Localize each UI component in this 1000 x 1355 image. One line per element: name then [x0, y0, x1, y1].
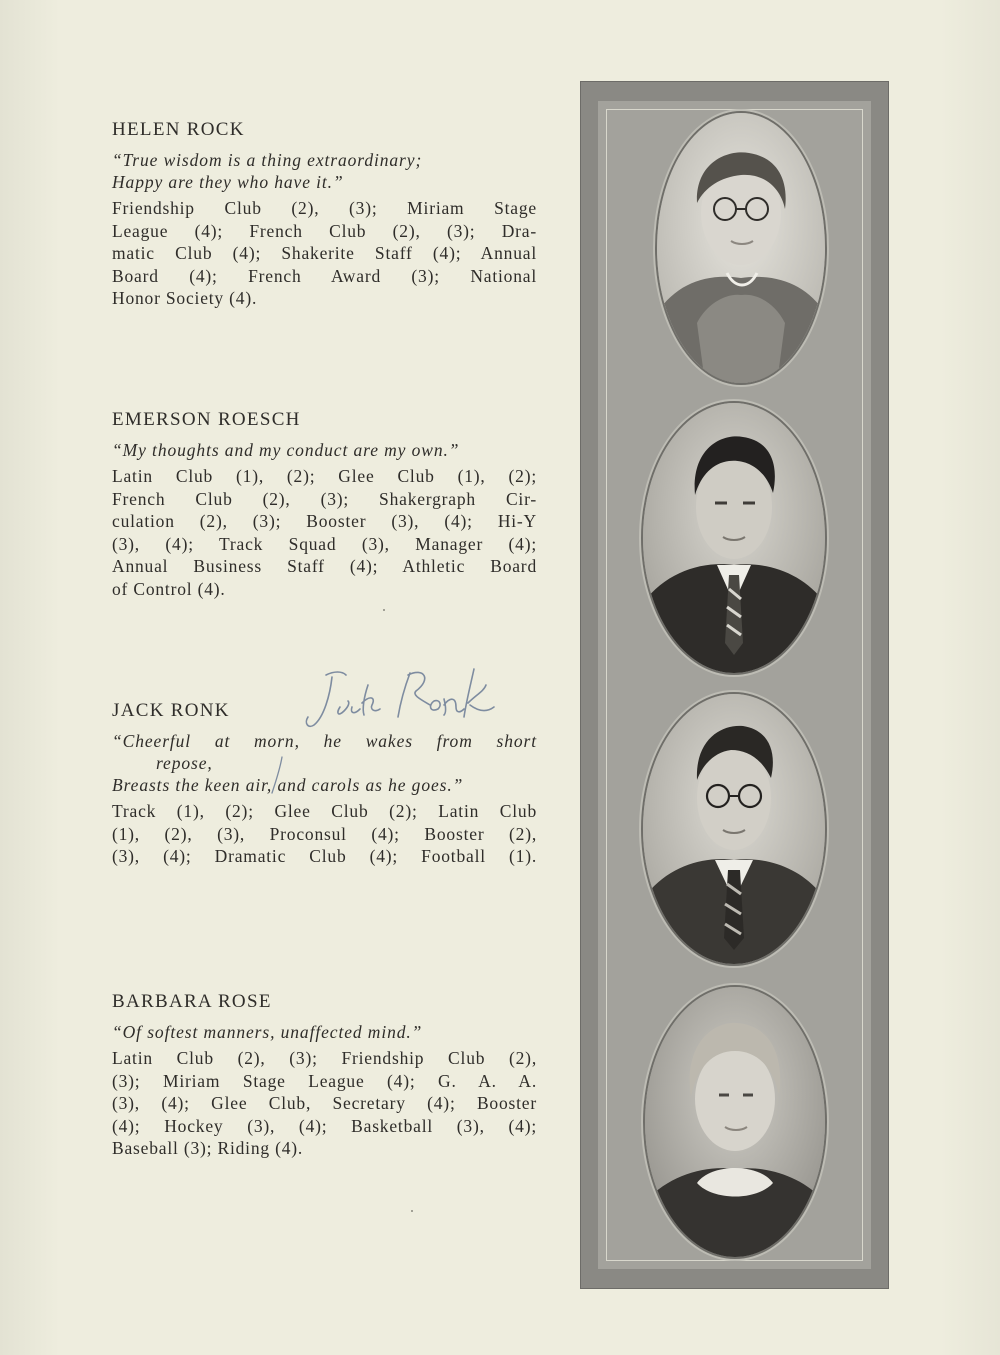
senior-name: JACK RONK [112, 700, 230, 721]
activities-line: (4); Hockey (3), (4); Basketball (3), (4); [112, 1115, 537, 1136]
activities-line: Track (1), (2); Glee Club (2); Latin Club [112, 801, 537, 821]
quote-line: “Of softest manners, unaffected mind.” [112, 1022, 423, 1042]
activities-line: culation (2), (3); Booster (3), (4); Hi-Y [112, 511, 537, 532]
paper-speck [383, 609, 385, 611]
activities-line: of Control (4). [112, 578, 226, 599]
senior-activities [112, 465, 537, 601]
senior-entry-helen-rock [112, 119, 537, 310]
portrait-jack-ronk [643, 694, 825, 964]
senior-name: BARBARA ROSE [112, 991, 272, 1012]
quote-line: “True wisdom is a thing extraordinary; [112, 150, 423, 170]
senior-activities [112, 197, 537, 310]
senior-entry-barbara-rose [112, 991, 537, 1160]
senior-quote [112, 149, 537, 193]
activities-line: (3), (4); Dramatic Club (4); Football (1). [112, 846, 537, 867]
activities-line: (3), (4); Glee Club, Secretary (4); Booster [112, 1093, 537, 1114]
activities-line: Annual Business Staff (4); Athletic Board [112, 556, 537, 577]
senior-activities [112, 1047, 537, 1160]
pen-stroke-mark [268, 755, 288, 795]
handwritten-signature [300, 655, 510, 745]
activities-line: Honor Society (4). [112, 288, 258, 309]
senior-quote [112, 439, 537, 461]
activities-line: (1), (2), (3), Proconsul (4); Booster (2), [112, 823, 537, 844]
quote-line: Happy are they who have it.” [112, 172, 344, 192]
quote-line: “Cheerful at morn, he wakes from short [112, 731, 537, 751]
activities-line: matic Club (4); Shakerite Staff (4); Annual [112, 243, 537, 264]
activities-line: French Club (2), (3); Shakergraph Cir- [112, 488, 537, 509]
quote-line: Breasts the keen air, and carols as he goes.” [112, 775, 464, 795]
portrait-barbara-rose [645, 987, 825, 1257]
activities-line: (3), (4); Track Squad (3), Manager (4); [112, 533, 537, 554]
senior-entry-emerson-roesch [112, 409, 537, 601]
quote-line: repose, [156, 753, 213, 773]
activities-line: Latin Club (1), (2); Glee Club (1), (2); [112, 466, 537, 486]
activities-line: Latin Club (2), (3); Friendship Club (2), [112, 1048, 537, 1068]
activities-line: Baseball (3); Riding (4). [112, 1138, 304, 1159]
activities-line: Board (4); French Award (3); National [112, 265, 537, 286]
quote-line: “My thoughts and my conduct are my own.” [112, 440, 460, 460]
activities-line: Friendship Club (2), (3); Miriam Stage [112, 198, 537, 218]
portrait-emerson-roesch [643, 403, 825, 673]
portrait-helen-rock [657, 113, 825, 383]
senior-activities [112, 800, 537, 868]
senior-name: HELEN ROCK [112, 119, 245, 140]
senior-quote [112, 1021, 537, 1043]
activities-line: (3); Miriam Stage League (4); G. A. A. [112, 1070, 537, 1091]
senior-name: EMERSON ROESCH [112, 409, 301, 430]
activities-line: League (4); French Club (2), (3); Dra- [112, 220, 537, 241]
paper-speck [411, 1210, 413, 1212]
